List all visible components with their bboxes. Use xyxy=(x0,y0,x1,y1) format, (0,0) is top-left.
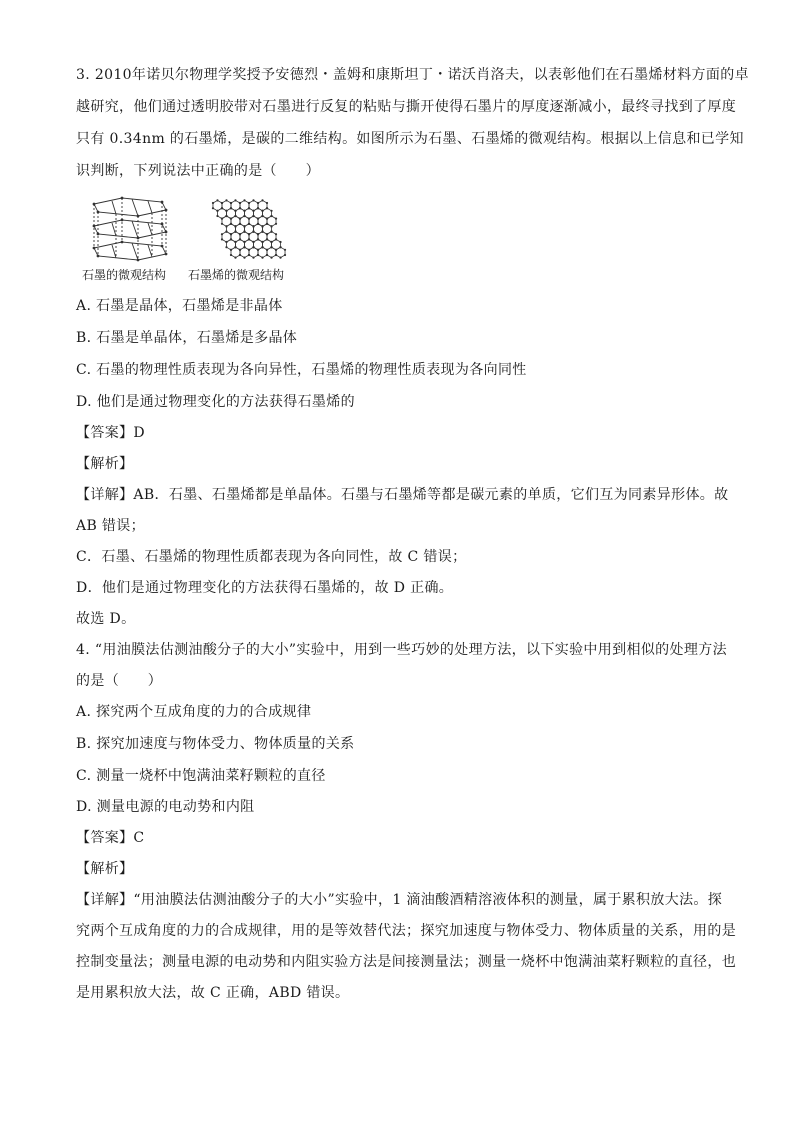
graphene-atom xyxy=(261,246,263,248)
graphene-atom xyxy=(261,225,263,227)
graphene-atom xyxy=(216,199,218,201)
graphene-atom xyxy=(270,231,272,233)
graphene-atom xyxy=(225,246,227,248)
graphene-atom xyxy=(234,246,236,248)
graphene-structure-diagram xyxy=(204,196,294,262)
graphene-atom xyxy=(248,249,250,251)
graphite-structure-diagram xyxy=(82,194,174,262)
graphene-atom xyxy=(252,199,254,201)
q3-detail-line-4: D．他们是通过物理变化的方法获得石墨烯的，故 D 正确。 xyxy=(76,580,454,596)
q4-stem-line-1: 4. “用油膜法估测油酸分子的大小”实验中，用到一些巧妙的处理方法，以下实验中用到相似的处理方法 xyxy=(76,642,727,658)
graphene-atom xyxy=(230,223,232,225)
graphene-atom xyxy=(221,202,223,204)
graphene-atom xyxy=(275,249,277,251)
graphene-atom xyxy=(248,238,250,240)
graphene-atom xyxy=(234,210,236,212)
graphene-atom xyxy=(261,241,263,243)
graphene-atom xyxy=(270,246,272,248)
graphene-atom xyxy=(234,257,236,259)
graphene-atom xyxy=(248,223,250,225)
graphene-hex-cell xyxy=(240,247,249,257)
graphene-atom xyxy=(252,241,254,243)
graphene-atom xyxy=(275,233,277,235)
q4-option-d: D. 测量电源的电动势和内阻 xyxy=(76,799,255,815)
graphene-atom xyxy=(225,215,227,217)
graphene-atom xyxy=(261,199,263,201)
graphene-atom xyxy=(243,210,245,212)
graphene-atom xyxy=(279,241,281,243)
graphene-atom xyxy=(270,241,272,243)
graphene-atom xyxy=(266,218,268,220)
q3-option-b: B. 石墨是单晶体，石墨烯是多晶体 xyxy=(76,330,298,346)
graphene-hex-cell xyxy=(249,247,258,257)
q3-option-d: D. 他们是通过物理变化的方法获得石墨烯的 xyxy=(76,394,355,410)
graphene-atom xyxy=(266,233,268,235)
graphene-atom xyxy=(248,233,250,235)
graphene-atom xyxy=(212,207,214,209)
graphene-atom xyxy=(239,207,241,209)
graphene-atom xyxy=(261,231,263,233)
graphene-caption: 石墨烯的微观结构 xyxy=(188,268,285,282)
graphene-atom xyxy=(239,254,241,256)
graphene-atom xyxy=(230,207,232,209)
graphene-atom xyxy=(279,257,281,259)
q3-option-c: C. 石墨的物理性质表现为各向异性，石墨烯的物理性质表现为各向同性 xyxy=(76,362,527,378)
graphene-atom xyxy=(252,215,254,217)
graphene-atom xyxy=(234,215,236,217)
q4-stem-line-2: 的是（ ） xyxy=(76,673,163,689)
q4-option-b: B. 探究加速度与物体受力、物体质量的关系 xyxy=(76,736,355,752)
q4-detail-line-4: 是用累积放大法，故 C 正确，ABD 错误。 xyxy=(76,985,350,1001)
graphene-atom xyxy=(270,225,272,227)
graphene-atom xyxy=(216,215,218,217)
graphene-atom xyxy=(270,210,272,212)
graphene-atom xyxy=(239,233,241,235)
graphene-atom xyxy=(212,202,214,204)
graphene-atom xyxy=(248,218,250,220)
q3-detail-line-2: AB 错误； xyxy=(76,518,145,534)
graphene-atom xyxy=(275,218,277,220)
graphene-atom xyxy=(234,225,236,227)
graphene-atom xyxy=(275,223,277,225)
graphene-hex-cell xyxy=(276,247,285,257)
graphene-atom xyxy=(257,249,259,251)
graphene-atom xyxy=(252,246,254,248)
graphene-atom xyxy=(221,207,223,209)
graphene-atom xyxy=(257,202,259,204)
q3-figure xyxy=(82,194,302,286)
graphene-atom xyxy=(243,257,245,259)
q4-option-a: A. 探究两个互成角度的力的合成规律 xyxy=(76,704,312,720)
graphene-atom xyxy=(284,249,286,251)
graphene-atom xyxy=(252,225,254,227)
graphene-atom xyxy=(234,231,236,233)
q4-detail-line-1: 【详解】“用油膜法估测油酸分子的大小”实验中，1 滴油酸酒精溶液体积的测量，属于累积放大法。探 xyxy=(76,892,723,908)
graphene-atom xyxy=(225,225,227,227)
graphene-atom xyxy=(225,210,227,212)
graphene-atom xyxy=(225,231,227,233)
graphene-atom xyxy=(239,249,241,251)
graphene-atom xyxy=(275,254,277,256)
graphene-atom xyxy=(279,246,281,248)
graphene-hex-cell xyxy=(231,247,240,257)
graphene-atom xyxy=(266,223,268,225)
graphene-atom xyxy=(261,210,263,212)
q4-detail-line-2: 究两个互成角度的力的合成规律，用的是等效替代法；探究加速度与物体受力、物体质量的关系，用的是 xyxy=(76,923,737,939)
graphene-atom xyxy=(225,241,227,243)
graphene-atom xyxy=(234,241,236,243)
graphene-atom xyxy=(266,254,268,256)
q4-answer: 【答案】C xyxy=(76,830,145,846)
graphene-atom xyxy=(221,218,223,220)
graphene-atom xyxy=(248,254,250,256)
q3-stem-line-4: 识判断，下列说法中正确的是（ ） xyxy=(76,163,320,179)
q3-answer: 【答案】D xyxy=(76,425,145,441)
graphene-atom xyxy=(243,231,245,233)
q3-analysis-label: 【解析】 xyxy=(76,456,134,472)
graphite-caption: 石墨的微观结构 xyxy=(82,268,167,282)
graphene-atom xyxy=(266,202,268,204)
q3-stem-line-3: 只有 0.34nm 的石墨烯，是碳的二维结构。如图所示为石墨、石墨烯的微观结构。根据以上信息和已学知 xyxy=(76,131,744,147)
graphene-atom xyxy=(257,254,259,256)
graphene-atom xyxy=(257,207,259,209)
q3-option-a: A. 石墨是晶体，石墨烯是非晶体 xyxy=(76,298,283,314)
graphene-atom xyxy=(252,231,254,233)
graphene-atom xyxy=(252,210,254,212)
graphene-atom xyxy=(270,215,272,217)
graphene-atom xyxy=(243,246,245,248)
q4-analysis-label: 【解析】 xyxy=(76,861,134,877)
graphene-atom xyxy=(230,254,232,256)
graphene-atom xyxy=(230,218,232,220)
graphene-atom xyxy=(239,238,241,240)
graphene-atom xyxy=(257,238,259,240)
graphene-atom xyxy=(248,202,250,204)
q4-detail-line-3: 控制变量法；测量电源的电动势和内阻实验方法是间接测量法；测量一烧杯中饱满油菜籽颗粒的直径，也 xyxy=(76,954,737,970)
graphene-hex-cell xyxy=(258,247,267,257)
graphene-atom xyxy=(230,249,232,251)
graphene-atom xyxy=(257,218,259,220)
graphene-atom xyxy=(266,207,268,209)
graphene-atom xyxy=(284,254,286,256)
graphene-atom xyxy=(221,233,223,235)
graphene-atom xyxy=(275,238,277,240)
q3-stem-line-2: 越研究，他们通过透明胶带对石墨进行反复的粘贴与撕开使得石墨片的厚度逐渐减小，最终寻找到了厚度 xyxy=(76,99,737,115)
q4-option-c: C. 测量一烧杯中饱满油菜籽颗粒的直径 xyxy=(76,768,326,784)
graphene-atom xyxy=(225,199,227,201)
graphene-atom xyxy=(243,215,245,217)
graphene-atom xyxy=(261,257,263,259)
graphene-atom xyxy=(243,241,245,243)
graphene-atom xyxy=(266,249,268,251)
graphene-atom xyxy=(252,257,254,259)
graphene-atom xyxy=(257,233,259,235)
graphene-atom xyxy=(230,202,232,204)
q3-stem-line-1: 3. 2010年诺贝尔物理学奖授予安德烈・盖姆和康斯坦丁・诺沃肖洛夫，以表彰他们在石墨烯材料方面的卓 xyxy=(76,67,749,83)
graphene-atom xyxy=(234,199,236,201)
graphene-atom xyxy=(230,238,232,240)
graphene-atom xyxy=(239,218,241,220)
q3-detail-line-5: 故选 D。 xyxy=(76,611,136,627)
graphene-atom xyxy=(243,199,245,201)
graphene-atom xyxy=(270,257,272,259)
graphene-atom xyxy=(266,238,268,240)
graphene-atom xyxy=(261,215,263,217)
graphene-atom xyxy=(257,223,259,225)
graphene-atom xyxy=(230,233,232,235)
graphene-atom xyxy=(221,238,223,240)
graphene-atom xyxy=(216,210,218,212)
graphene-hex-cell xyxy=(267,247,276,257)
graphene-atom xyxy=(248,207,250,209)
q3-detail-line-3: C．石墨、石墨烯的物理性质都表现为各向同性，故 C 错误； xyxy=(76,549,467,565)
q3-detail-line-1: 【详解】AB．石墨、石墨烯都是单晶体。石墨与石墨烯等都是碳元素的单质，它们互为同素异形体。故 xyxy=(76,487,729,503)
graphene-atom xyxy=(239,223,241,225)
graphene-atom xyxy=(221,223,223,225)
graphene-atom xyxy=(243,225,245,227)
graphene-atom xyxy=(239,202,241,204)
